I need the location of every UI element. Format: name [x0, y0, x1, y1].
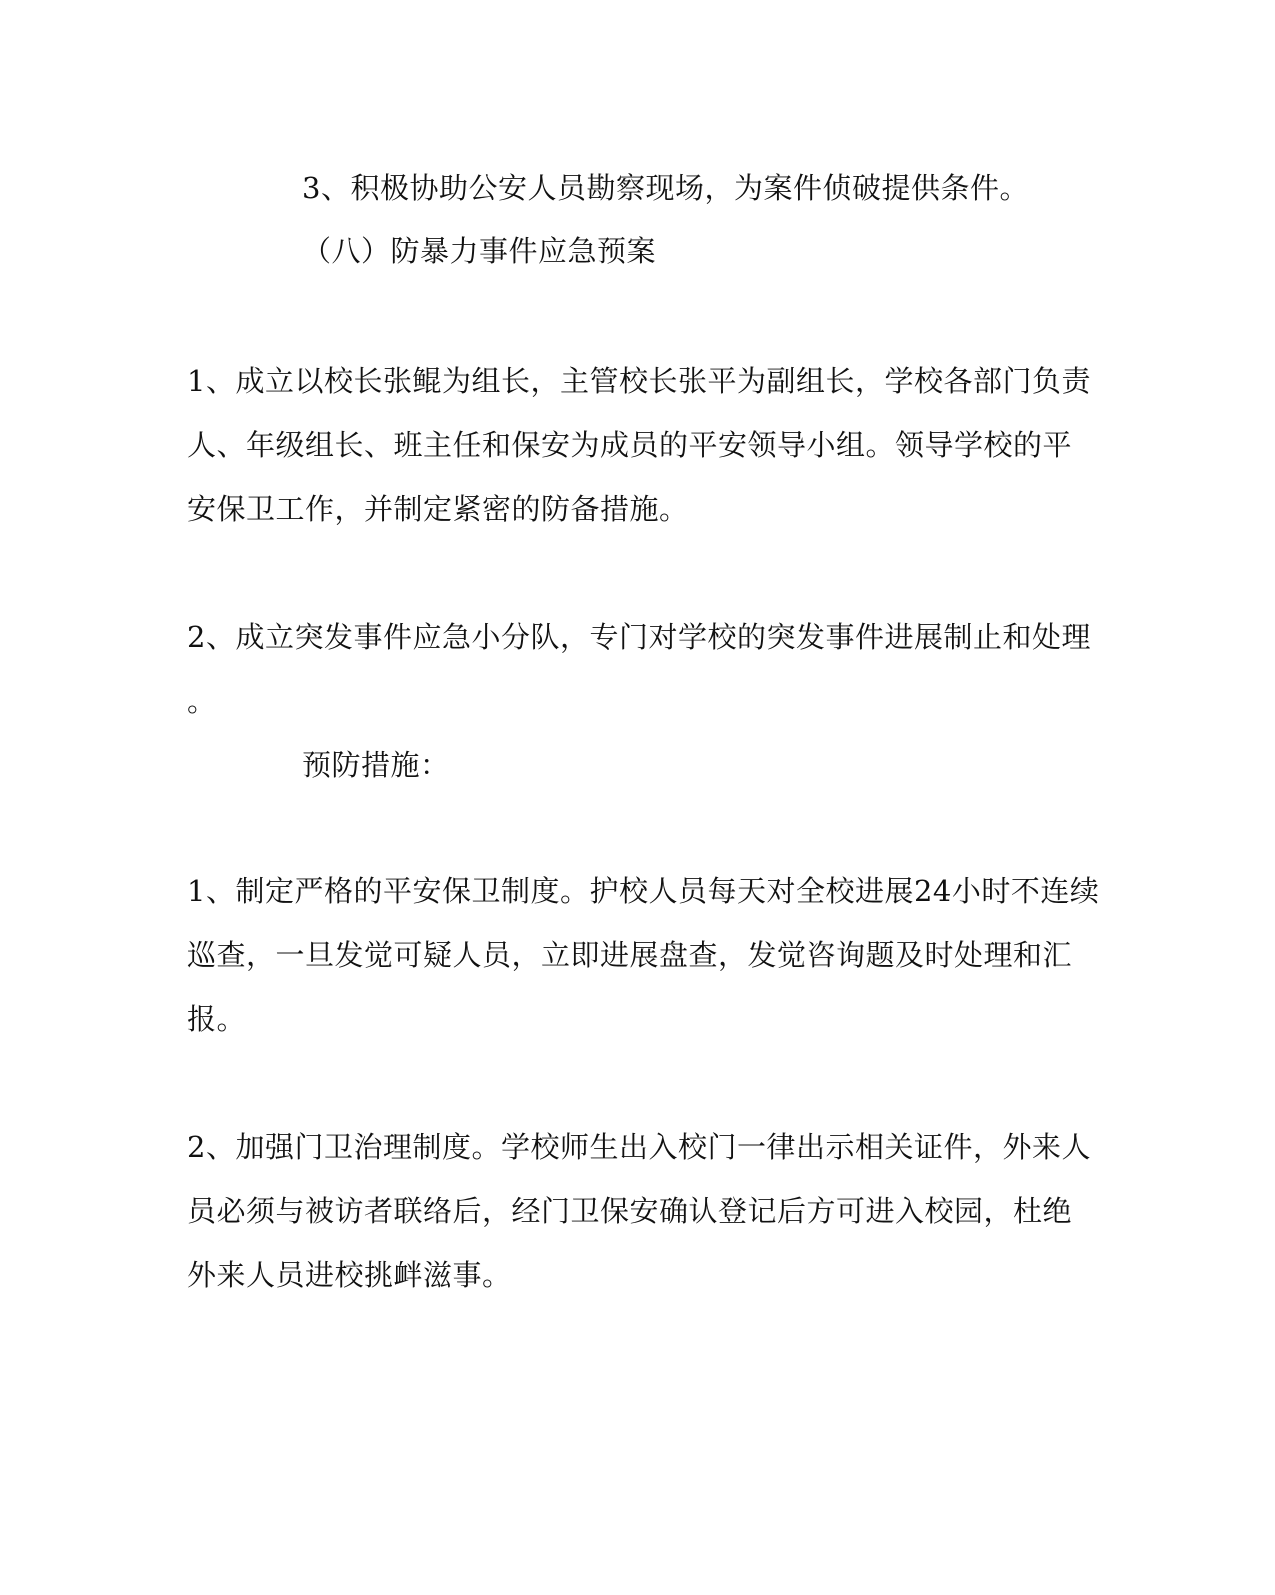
paragraph-line: 员必须与被访者联络后，经门卫保安确认登记后方可进入校园，杜绝: [187, 1194, 1073, 1228]
paragraph-line: 1、制定严格的平安保卫制度。护校人员每天对全校进展24小时不连续: [187, 874, 1100, 908]
prevention-heading: 预防措施：: [302, 748, 450, 782]
paragraph-line: 安保卫工作，并制定紧密的防备措施。: [187, 492, 689, 526]
paragraph-line: 巡查，一旦发觉可疑人员，立即进展盘查，发觉咨询题及时处理和汇: [187, 938, 1073, 972]
intro-item: 3、积极协助公安人员勘察现场，为案件侦破提供条件。: [302, 171, 1029, 205]
paragraph-line: 。: [187, 684, 217, 718]
section-heading: （八）防暴力事件应急预案: [302, 234, 657, 268]
paragraph-line: 报。: [187, 1002, 247, 1036]
paragraph-line: 外来人员进校挑衅滋事。: [187, 1258, 512, 1292]
paragraph-line: 人、年级组长、班主任和保安为成员的平安领导小组。领导学校的平: [187, 428, 1073, 462]
paragraph-line: 2、加强门卫治理制度。学校师生出入校门一律出示相关证件，外来人: [187, 1130, 1091, 1164]
paragraph-line: 1、成立以校长张鲲为组长，主管校长张平为副组长，学校各部门负责: [187, 364, 1091, 398]
paragraph-line: 2、成立突发事件应急小分队，专门对学校的突发事件进展制止和处理: [187, 620, 1091, 654]
